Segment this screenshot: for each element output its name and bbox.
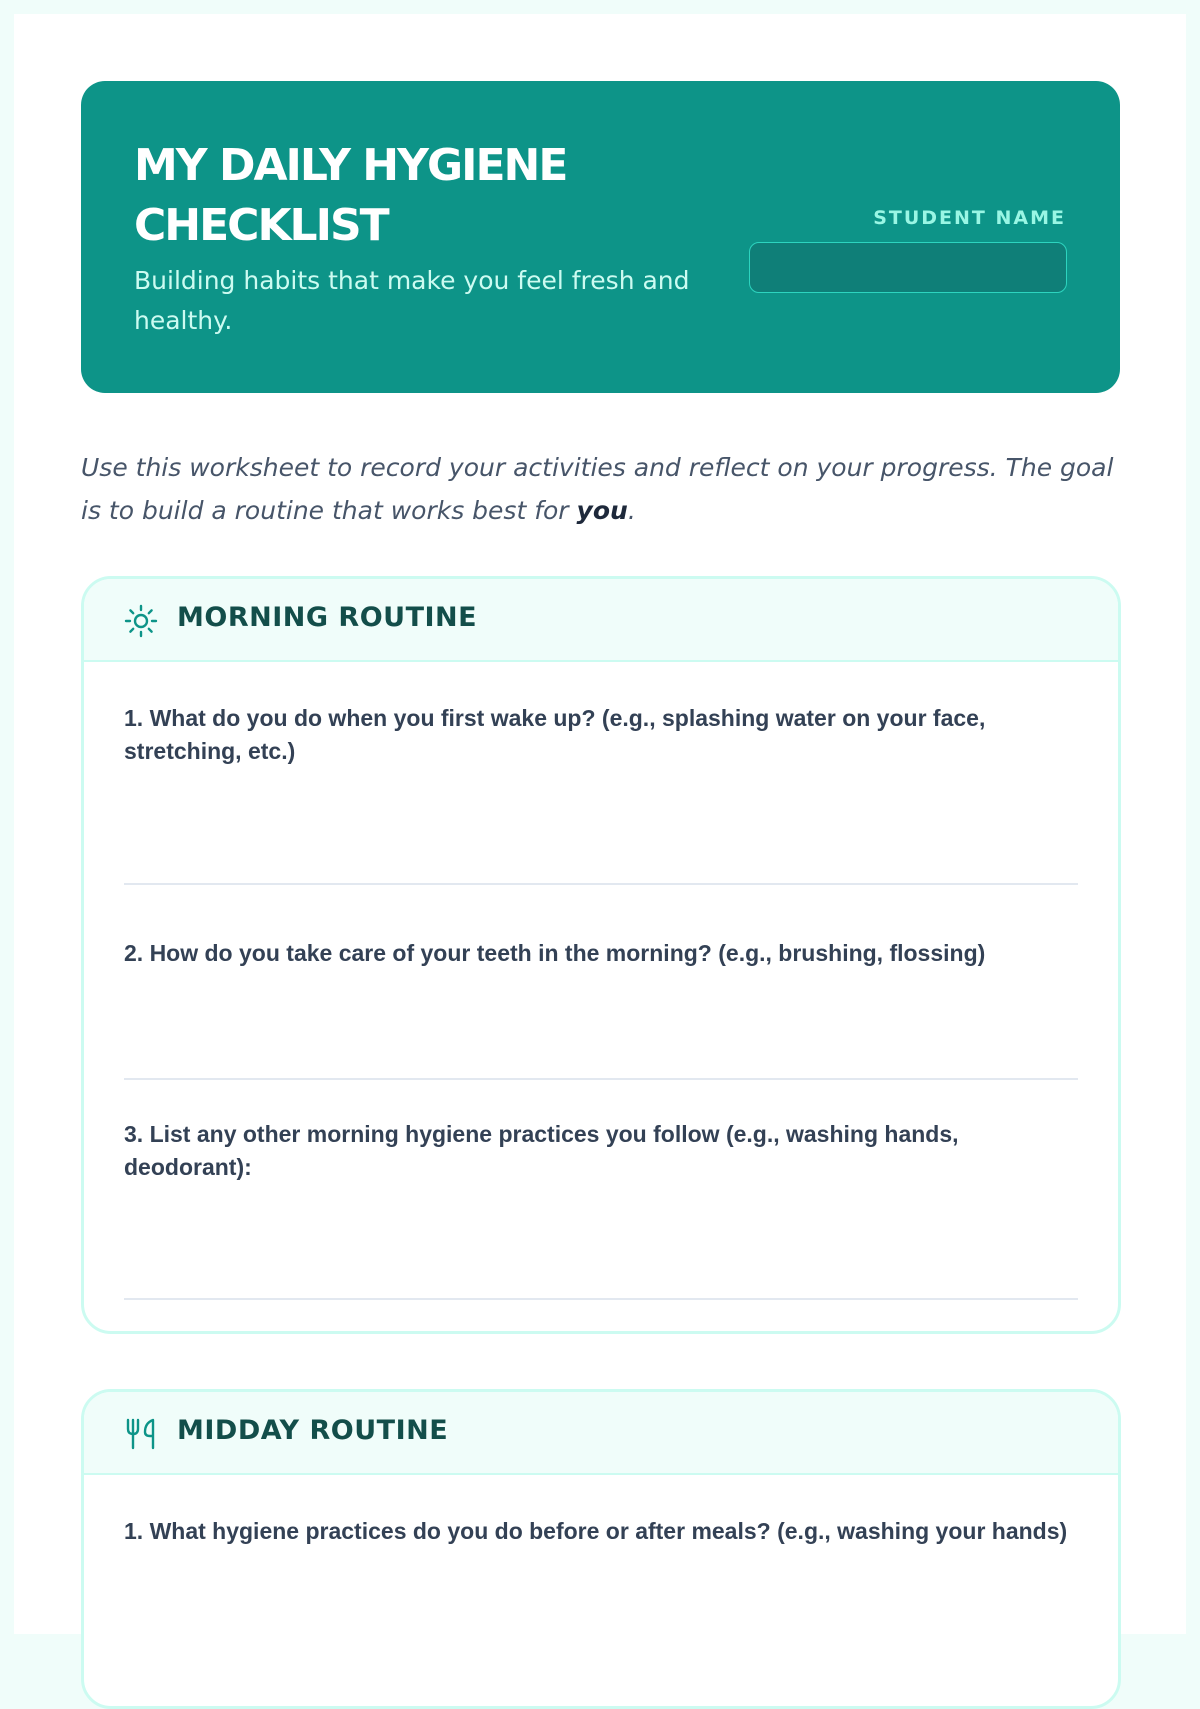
section-midday-routine (81, 1389, 1121, 1709)
page-title: MY DAILY HYGIENE CHECKLIST (134, 140, 567, 251)
section-title: MIDDAY ROUTINE (177, 1415, 449, 1446)
question-text: 2. How do you take care of your teeth in the morning? (e.g., brushing, flossing) (124, 940, 986, 966)
question-item[interactable] (124, 702, 1078, 885)
student-name-label: STUDENT NAME (873, 207, 1066, 229)
question-text: 1. What do you do when you first wake up? (e.g., splashing water on your face, stretching, etc.) (124, 705, 986, 764)
intro-body: Use this worksheet to record your activities and reflect on your progress. The goal is to build a routine that works best for (81, 453, 1114, 525)
section-title: MORNING ROUTINE (177, 602, 478, 633)
intro-text (81, 446, 1126, 532)
question-item[interactable] (124, 1515, 1078, 1698)
section-header (84, 1392, 1118, 1475)
question-text: 3. List any other morning hygiene practices you follow (e.g., washing hands, deodorant): (124, 1121, 959, 1180)
utensils-icon (124, 1417, 158, 1451)
section-morning-routine (81, 576, 1121, 1334)
sun-icon (124, 604, 158, 638)
question-item[interactable] (124, 937, 1078, 1080)
intro-end: . (627, 496, 636, 525)
header-banner (81, 81, 1120, 393)
section-header (84, 579, 1118, 662)
worksheet-page (14, 14, 1186, 1634)
question-item[interactable] (124, 1118, 1078, 1300)
page-subtitle: Building habits that make you feel fresh and healthy. (134, 266, 690, 335)
student-name-input[interactable] (749, 242, 1067, 293)
question-text: 1. What hygiene practices do you do before or after meals? (e.g., washing your hands) (124, 1518, 1068, 1544)
intro-emphasis: you (576, 496, 628, 525)
